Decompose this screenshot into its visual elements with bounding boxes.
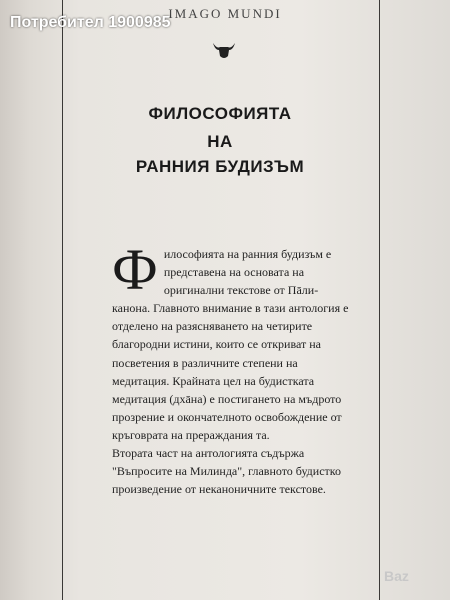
paragraph-2: Втората част на антологията съдържа "Въпросите на Милинда", главното будистко произведение от неканоничните текстове.	[112, 446, 342, 497]
paragraph-1-text: илософията на ранния будизъм е представена на основата на оригинални текстове от Пāли-канона. Главното внимание в тази антология е отделено на разясняването на четирите благородни истини, които се откриват на посветения в различните степени на медитация. Крайната цел на будистката медитация (дхāна) е постигането на мъдрото прозрение и окончателното освобождение от кръговрата на прераждания та.	[112, 247, 349, 442]
bull-emblem-icon	[211, 40, 237, 60]
book-title-line-3: РАННИЯ БУДИЗЪМ	[135, 157, 305, 176]
drop-cap: Ф	[112, 237, 158, 302]
description-text	[112, 237, 352, 498]
book-title-line-1: ФИЛОСОФИЯТА	[148, 104, 292, 123]
book-title-line-2: НА	[207, 132, 233, 151]
marketplace-logo	[384, 568, 442, 592]
logo-text: Baz	[384, 568, 409, 584]
user-watermark: Потребител 1900985	[10, 14, 171, 31]
paragraph-1	[112, 237, 352, 444]
series-name: IMAGO MUNDI	[168, 6, 282, 21]
